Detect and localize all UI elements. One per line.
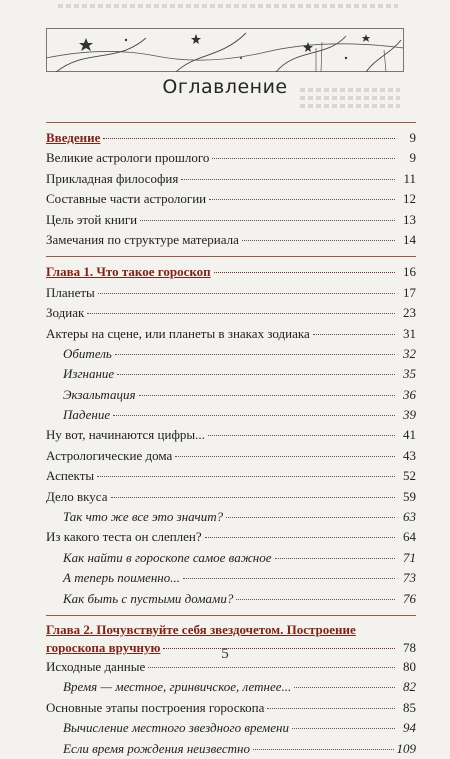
toc-entry-page: 14 [403,231,416,247]
toc-entry-page: 71 [403,549,416,565]
toc-entry-page: 41 [403,427,416,443]
toc-entry-label: Из какого теста он слеплен? [46,529,202,545]
toc-entry-page: 35 [403,366,416,382]
toc-entry-page: 23 [403,305,416,321]
toc-entry[interactable] [46,405,416,425]
dot-leader [275,558,395,559]
toc-entry-page: 31 [403,325,416,341]
toc-entry-page: 12 [403,191,416,207]
toc-entry-label: Исходные данные [46,658,146,674]
toc-entry[interactable] [46,425,416,445]
toc-entry-page: 76 [403,590,416,606]
dot-leader [294,687,395,688]
toc-entry-page: 43 [403,447,416,463]
toc-entry[interactable] [46,210,416,230]
dot-leader [111,497,395,498]
toc-entry[interactable] [46,344,416,364]
toc-entry[interactable] [46,169,416,189]
toc-entry[interactable] [46,568,416,588]
toc-entry[interactable] [46,189,416,209]
section-divider [46,256,416,257]
dot-leader [140,220,395,221]
toc-entry-label: Падение [63,407,111,423]
toc-entry-label: Если время рождения неизвестно [63,740,250,756]
toc-entry-label: Прикладная философия [46,170,179,186]
dot-leader [181,179,395,180]
toc-entry[interactable] [46,230,416,250]
toc-entry[interactable] [46,364,416,384]
toc-entry-label: Изгнание [63,366,115,382]
toc-entry-label: Составные части астрологии [46,191,207,207]
dot-leader [183,578,395,579]
dot-leader [208,435,395,436]
dot-leader [226,517,395,518]
toc-entry[interactable] [46,283,416,303]
toc-entry[interactable] [46,324,416,344]
toc-entry-label: Экзальтация [63,386,136,402]
toc-entry[interactable] [46,718,416,738]
toc-entry[interactable] [46,303,416,323]
toc-entry-label: Как быть с пустыми домами? [63,590,234,606]
dot-leader [148,667,395,668]
dot-leader [212,158,395,159]
dot-leader [267,708,395,709]
toc-entry-label: Зодиак [46,305,85,321]
toc-entry-page: 73 [403,570,416,586]
toc-entry-chapter-2[interactable]: Глава 2. Почувствуйте себя звездочетом. Построение гороскопа вручную 78 [46,621,416,655]
toc-entry-page: 64 [403,529,416,545]
dot-leader [139,395,396,396]
section-divider [46,615,416,616]
toc-entry[interactable] [46,487,416,507]
toc-entry-page: 13 [403,211,416,227]
toc-entry[interactable] [46,677,416,697]
toc-entry-label: Замечания по структуре материала [46,231,239,247]
toc-entry-label: Как найти в гороскопе самое важное [63,549,272,565]
toc-entry-label: Ну вот, начинаются цифры... [46,427,205,443]
toc-entry-label: Великие астрологи прошлого [46,150,210,166]
dot-leader [97,476,395,477]
section-divider [46,122,416,123]
page-title: Оглавление [162,76,288,98]
toc-entry-page: 82 [403,679,416,695]
toc-entry-label: Астрологические дома [46,447,173,463]
toc-entry[interactable] [46,466,416,486]
toc-entry[interactable] [46,507,416,527]
toc-entry-label: Цель этой книги [46,211,138,227]
toc-entry-label: Актеры на сцене, или планеты в знаках зодиака [46,325,310,341]
dot-leader [292,728,395,729]
toc-entry-intro[interactable]: Введение 9 [46,130,416,145]
toc-entry-label: Вычисление местного звездного времени [63,720,289,736]
toc-entry-label: Аспекты [46,468,95,484]
toc-entry-label: Планеты [46,284,95,300]
toc-entry-page: 52 [403,468,416,484]
toc-entry[interactable] [46,446,416,466]
dot-leader [236,599,395,600]
dot-leader [87,313,395,314]
dot-leader [209,199,395,200]
toc-entry-chapter-1[interactable]: Глава 1. Что такое гороскоп 16 [46,264,416,280]
toc-entry-page: 36 [403,386,416,402]
toc-entry-page: 11 [403,170,416,186]
toc-entry-label: Обитель [63,345,112,361]
toc-entry-label: А теперь поименно... [63,570,180,586]
dot-leader [113,415,395,416]
toc-entry-label: Основные этапы построения гороскопа [46,699,265,715]
toc-entry-page: 94 [403,720,416,736]
dot-leader [117,374,395,375]
toc-entry-page: 63 [403,509,416,525]
toc-entry-page: 85 [403,699,416,715]
dot-leader [115,354,395,355]
dot-leader [98,293,395,294]
toc-entry[interactable] [46,548,416,568]
dot-leader [175,456,395,457]
toc-entry-page: 17 [403,284,416,300]
toc-entry[interactable] [46,527,416,547]
decorative-banner [46,28,404,72]
toc-entry-page: 80 [403,658,416,674]
toc-entry-page: 109 [396,740,416,756]
toc-entry[interactable] [46,148,416,168]
dot-leader [313,334,395,335]
page-number: 5 [221,646,229,662]
toc-entry-label: Так что же все это значит? [63,509,224,525]
dot-leader [205,537,395,538]
toc-entry[interactable] [46,739,416,759]
toc-entry-page: 9 [409,150,416,166]
dot-leader [242,240,395,241]
toc-entry[interactable] [46,385,416,405]
toc-entry[interactable] [46,589,416,609]
toc-entry-label: Время — местное, гринвичское, летнее... [63,679,292,695]
toc-entry-page: 39 [403,407,416,423]
toc-entry-page: 59 [403,488,416,504]
toc-entry-label: Дело вкуса [46,488,108,504]
dot-leader [253,749,394,750]
toc-entry-page: 32 [403,345,416,361]
toc-entry[interactable] [46,698,416,718]
